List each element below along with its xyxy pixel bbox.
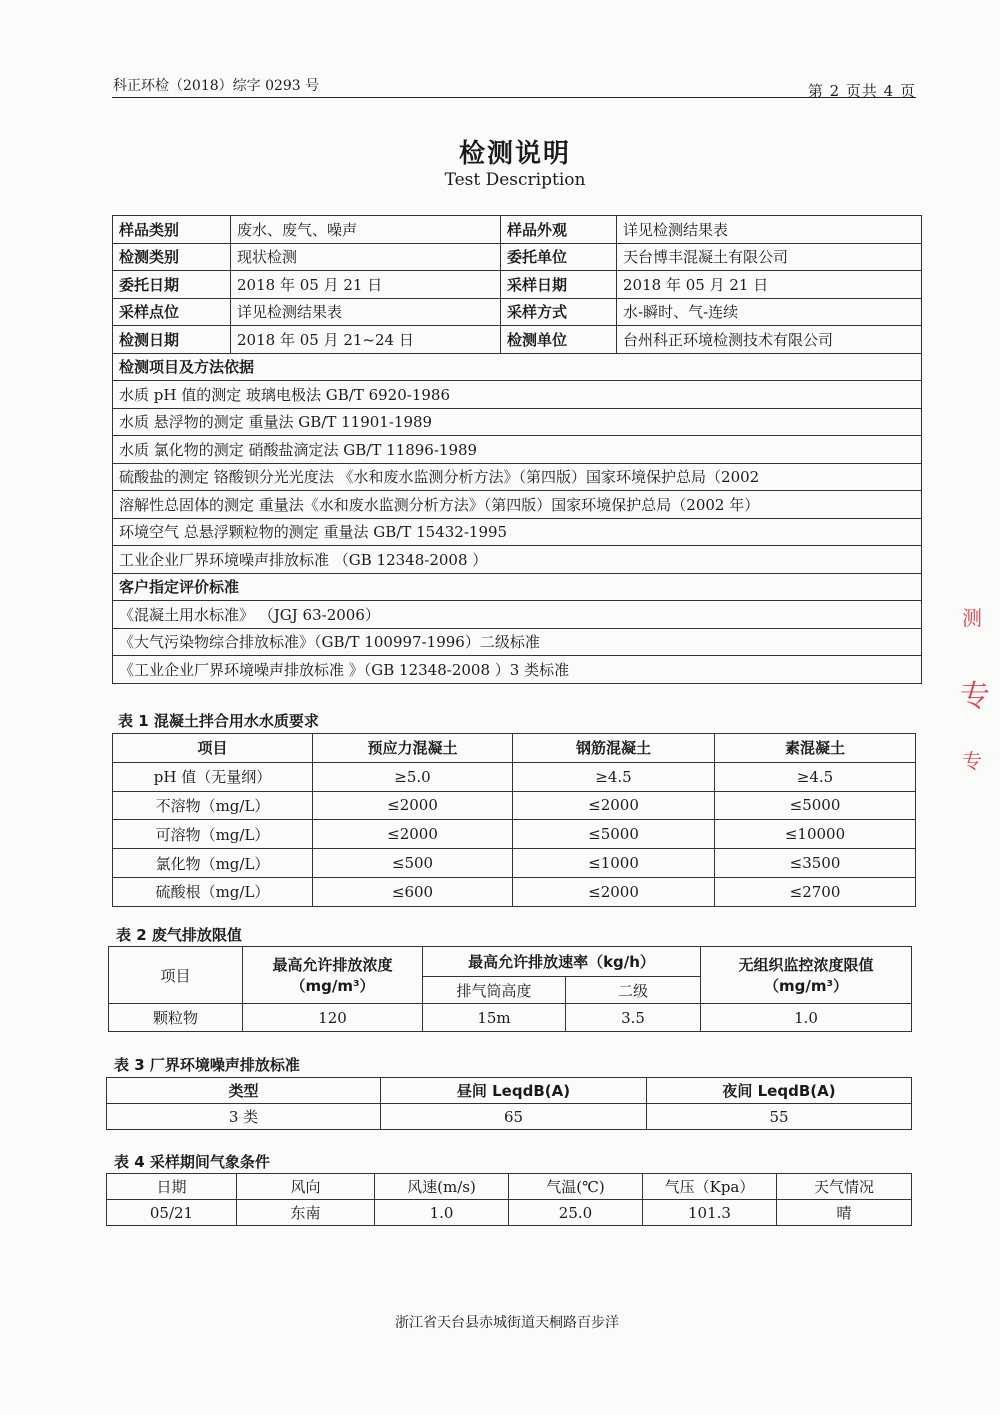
t2-header-height: 排气筒高度 (423, 977, 566, 1004)
t1-cell: ≤1000 (513, 849, 715, 878)
info-row (113, 656, 922, 684)
noise-standard-table (106, 1077, 912, 1130)
table3-caption: 表 3 厂界环境噪声排放标准 (114, 1056, 300, 1074)
t2-cell: 120 (243, 1004, 423, 1032)
info-row (113, 546, 922, 574)
t1-cell: pH 值（无量纲） (113, 762, 313, 791)
method-item: 水质 氯化物的测定 硝酸盐滴定法 GB/T 11896-1989 (113, 436, 922, 464)
t4-cell: 101.3 (643, 1200, 777, 1226)
info-row (113, 518, 922, 546)
info-label: 委托日期 (113, 271, 231, 299)
t2-cell: 1.0 (701, 1004, 912, 1032)
t3-header: 类型 (107, 1078, 381, 1104)
info-value: 水-瞬时、气-连续 (617, 298, 922, 326)
t4-cell: 05/21 (107, 1200, 237, 1226)
table-row (113, 820, 916, 849)
info-row (113, 326, 922, 354)
info-value: 详见检测结果表 (617, 216, 922, 244)
info-row (113, 271, 922, 299)
info-value: 2018 年 05 月 21 日 (617, 271, 922, 299)
info-label: 样品类别 (113, 216, 231, 244)
t1-cell: ≥4.5 (715, 762, 916, 791)
water-quality-table (112, 733, 916, 907)
t2-header-level: 二级 (566, 977, 701, 1004)
standard-item: 《大气污染物综合排放标准》（GB/T 100997-1996）二级标准 (113, 628, 922, 656)
t3-cell: 55 (647, 1104, 912, 1130)
info-row (113, 381, 922, 409)
page-indicator: 第 2 页共 4 页 (807, 82, 916, 100)
table-row (107, 1200, 912, 1226)
info-table (112, 215, 922, 684)
info-label: 采样日期 (501, 271, 617, 299)
method-item: 工业企业厂界环境噪声排放标准 （GB 12348-2008 ） (113, 546, 922, 574)
method-item: 硫酸盐的测定 铬酸钡分光光度法 《水和废水监测分析方法》（第四版）国家环境保护总局（2002 (113, 463, 922, 491)
info-label: 检测类别 (113, 243, 231, 271)
table-row (109, 1004, 912, 1032)
info-row (113, 601, 922, 629)
footer-address: 浙江省天台县赤城街道天桐路百步洋 (395, 1315, 619, 1331)
info-value: 2018 年 05 月 21~24 日 (231, 326, 501, 354)
t2-header-conc: 最高允许排放浓度 （mg/m³） (243, 947, 423, 1004)
t1-cell: ≤2000 (313, 791, 513, 820)
page-title: 检测说明 (458, 139, 571, 169)
info-value: 2018 年 05 月 21 日 (231, 271, 501, 299)
method-item: 溶解性总固体的测定 重量法《水和废水监测分析方法》（第四版）国家环境保护总局（2002 年） (113, 491, 922, 519)
t4-header: 风速(m/s) (375, 1174, 509, 1200)
t1-cell: ≤600 (313, 877, 513, 906)
t3-cell: 3 类 (107, 1104, 381, 1130)
header-rule (112, 97, 916, 98)
t1-cell: 硫酸根（mg/L） (113, 877, 313, 906)
info-row (113, 463, 922, 491)
t1-cell: ≤3500 (715, 849, 916, 878)
table-row (113, 762, 916, 791)
t1-cell: ≤5000 (715, 791, 916, 820)
info-label: 采样方式 (501, 298, 617, 326)
table2-caption: 表 2 废气排放限值 (116, 926, 242, 944)
t3-header: 昼间 LeqdB(A) (381, 1078, 647, 1104)
t1-cell: 不溶物（mg/L） (113, 791, 313, 820)
table1-caption: 表 1 混凝土拌合用水水质要求 (118, 712, 319, 730)
t4-header: 气压（Kpa） (643, 1174, 777, 1200)
method-item: 水质 悬浮物的测定 重量法 GB/T 11901-1989 (113, 408, 922, 436)
t1-header: 钢筋混凝土 (513, 734, 715, 763)
t2-cell: 颗粒物 (109, 1004, 243, 1032)
table4-caption: 表 4 采样期间气象条件 (114, 1153, 270, 1171)
info-label: 检测日期 (113, 326, 231, 354)
standards-heading: 客户指定评价标准 (113, 573, 922, 601)
info-row (113, 436, 922, 464)
t4-header: 天气情况 (777, 1174, 912, 1200)
t1-cell: ≤2000 (513, 791, 715, 820)
t1-header: 项目 (113, 734, 313, 763)
table-row (113, 791, 916, 820)
table-row (107, 1104, 912, 1130)
t2-header-item: 项目 (109, 947, 243, 1004)
t4-cell: 1.0 (375, 1200, 509, 1226)
info-label: 采样点位 (113, 298, 231, 326)
seal-stamp: 测 专 专 (960, 606, 990, 773)
t2-header-fugitive: 无组织监控浓度限值 （mg/m³） (701, 947, 912, 1004)
t1-cell: ≤2700 (715, 877, 916, 906)
info-row (113, 573, 922, 601)
info-label: 样品外观 (501, 216, 617, 244)
t1-cell: ≥4.5 (513, 762, 715, 791)
info-row (113, 408, 922, 436)
info-label: 委托单位 (501, 243, 617, 271)
t1-cell: ≥5.0 (313, 762, 513, 791)
t1-cell: 氯化物（mg/L） (113, 849, 313, 878)
t4-cell: 25.0 (509, 1200, 643, 1226)
info-row (113, 491, 922, 519)
info-value: 台州科正环境检测技术有限公司 (617, 326, 922, 354)
info-row (113, 628, 922, 656)
info-row (113, 298, 922, 326)
t3-cell: 65 (381, 1104, 647, 1130)
t2-header-rate: 最高允许排放速率（kg/h） (423, 947, 701, 977)
t4-header: 气温(℃) (509, 1174, 643, 1200)
t4-cell: 晴 (777, 1200, 912, 1226)
info-row (113, 216, 922, 244)
weather-table (106, 1173, 912, 1226)
method-item: 水质 pH 值的测定 玻璃电极法 GB/T 6920-1986 (113, 381, 922, 409)
t4-header: 日期 (107, 1174, 237, 1200)
table-row (113, 849, 916, 878)
t4-cell: 东南 (237, 1200, 375, 1226)
standard-item: 《工业企业厂界环境噪声排放标准 》（GB 12348-2008 ）3 类标准 (113, 656, 922, 684)
exhaust-limit-table (108, 946, 912, 1032)
t1-cell: ≤2000 (313, 820, 513, 849)
t1-cell: ≤2000 (513, 877, 715, 906)
t1-cell: ≤5000 (513, 820, 715, 849)
info-value: 详见检测结果表 (231, 298, 501, 326)
t1-header: 预应力混凝土 (313, 734, 513, 763)
info-label: 检测单位 (501, 326, 617, 354)
report-number: 科正环检（2018）综字 0293 号 (113, 78, 320, 94)
info-row (113, 243, 922, 271)
t4-header: 风向 (237, 1174, 375, 1200)
t2-cell: 3.5 (566, 1004, 701, 1032)
t1-cell: 可溶物（mg/L） (113, 820, 313, 849)
t3-header: 夜间 LeqdB(A) (647, 1078, 912, 1104)
info-row (113, 353, 922, 381)
table-row (113, 877, 916, 906)
standard-item: 《混凝土用水标准》 （JGJ 63-2006） (113, 601, 922, 629)
t1-header: 素混凝土 (715, 734, 916, 763)
info-value: 废水、废气、噪声 (231, 216, 501, 244)
page-subtitle: Test Description (444, 170, 586, 190)
info-value: 天台博丰混凝土有限公司 (617, 243, 922, 271)
info-value: 现状检测 (231, 243, 501, 271)
table-header (113, 734, 916, 763)
methods-heading: 检测项目及方法依据 (113, 353, 922, 381)
t1-cell: ≤500 (313, 849, 513, 878)
method-item: 环境空气 总悬浮颗粒物的测定 重量法 GB/T 15432-1995 (113, 518, 922, 546)
t2-cell: 15m (423, 1004, 566, 1032)
t1-cell: ≤10000 (715, 820, 916, 849)
